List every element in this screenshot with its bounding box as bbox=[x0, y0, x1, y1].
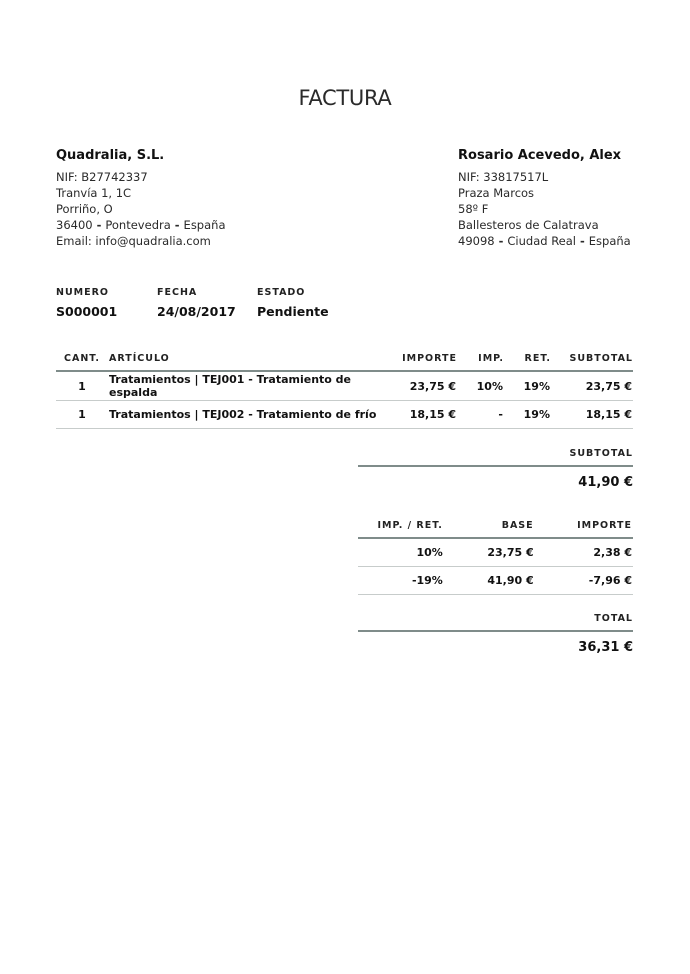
company-email: Email: info@quadralia.com bbox=[56, 234, 211, 248]
client-name: Rosario Acevedo, Alex bbox=[458, 148, 622, 163]
client-city: Ballesteros de Calatrava bbox=[458, 218, 599, 232]
taxes-header-row bbox=[358, 513, 633, 538]
items-table bbox=[56, 347, 633, 429]
company-nif: NIF: B27742337 bbox=[56, 170, 148, 184]
table-row bbox=[358, 567, 633, 595]
invoice-status: Pendiente bbox=[257, 304, 329, 319]
company-address: Tranvía 1, 1C bbox=[56, 186, 132, 200]
item-ret: 19% bbox=[504, 371, 551, 401]
item-ret: 19% bbox=[504, 401, 551, 429]
invoice-number-label: NUMERO bbox=[56, 287, 109, 298]
invoice-date: 24/08/2017 bbox=[157, 304, 236, 319]
invoice-status-label: ESTADO bbox=[257, 287, 306, 298]
col-tax-amount: IMPORTE bbox=[535, 513, 633, 538]
col-tax-type: IMP. / RET. bbox=[358, 513, 444, 538]
col-ret: RET. bbox=[504, 347, 551, 371]
taxes-table bbox=[358, 513, 633, 595]
item-article: Tratamientos | TEJ002 - Tratamiento de frío bbox=[108, 401, 390, 429]
item-article: Tratamientos | TEJ001 - Tratamiento de espalda bbox=[108, 371, 390, 401]
invoice-date-block bbox=[157, 287, 236, 319]
client-address2: 58º F bbox=[458, 202, 489, 216]
item-tax: - bbox=[457, 401, 504, 429]
client-info bbox=[458, 147, 631, 249]
item-amount: 23,75 € bbox=[390, 371, 457, 401]
col-tax-base: BASE bbox=[444, 513, 535, 538]
client-address: Praza Marcos bbox=[458, 186, 535, 200]
col-subtotal: SUBTOTAL bbox=[551, 347, 633, 371]
item-subtotal: 23,75 € bbox=[551, 371, 633, 401]
tax-base: 23,75 € bbox=[444, 538, 535, 567]
subtotal-block bbox=[358, 448, 633, 490]
invoice-status-block bbox=[257, 287, 329, 319]
subtotal-label: SUBTOTAL bbox=[358, 448, 633, 467]
item-subtotal: 18,15 € bbox=[551, 401, 633, 429]
company-location: 36400 - Pontevedra - España bbox=[56, 218, 226, 232]
table-row bbox=[56, 371, 633, 401]
items-header-row bbox=[56, 347, 633, 371]
company-info bbox=[56, 147, 226, 249]
item-qty: 1 bbox=[56, 371, 108, 401]
invoice-number-block bbox=[56, 287, 117, 319]
table-row bbox=[56, 401, 633, 429]
col-article: ARTÍCULO bbox=[108, 347, 390, 371]
client-province: Ciudad Real bbox=[507, 234, 576, 248]
tax-type: 10% bbox=[358, 538, 444, 567]
tax-amount: -7,96 € bbox=[535, 567, 633, 595]
company-name: Quadralia, S.L. bbox=[56, 148, 165, 163]
invoice-number: S000001 bbox=[56, 304, 118, 319]
client-country: España bbox=[588, 234, 631, 248]
col-amount: IMPORTE bbox=[390, 347, 457, 371]
col-qty: CANT. bbox=[56, 347, 108, 371]
tax-type: -19% bbox=[358, 567, 444, 595]
company-city: Porriño, O bbox=[56, 202, 113, 216]
item-amount: 18,15 € bbox=[390, 401, 457, 429]
subtotal-value: 41,90 € bbox=[578, 475, 633, 490]
company-postal-code: 36400 bbox=[56, 218, 93, 232]
invoice-date-label: FECHA bbox=[157, 287, 198, 298]
total-block bbox=[358, 613, 633, 655]
total-value: 36,31 € bbox=[578, 640, 633, 655]
client-nif: NIF: 33817517L bbox=[458, 170, 549, 184]
document-title: FACTURA bbox=[298, 86, 392, 110]
client-postal-code: 49098 bbox=[458, 234, 495, 248]
item-tax: 10% bbox=[457, 371, 504, 401]
company-province: Pontevedra bbox=[105, 218, 171, 232]
client-location: 49098 - Ciudad Real - España bbox=[458, 234, 631, 248]
col-tax: IMP. bbox=[457, 347, 504, 371]
company-country: España bbox=[183, 218, 226, 232]
item-qty: 1 bbox=[56, 401, 108, 429]
table-row bbox=[358, 538, 633, 567]
tax-amount: 2,38 € bbox=[535, 538, 633, 567]
tax-base: 41,90 € bbox=[444, 567, 535, 595]
total-label: TOTAL bbox=[358, 613, 633, 632]
